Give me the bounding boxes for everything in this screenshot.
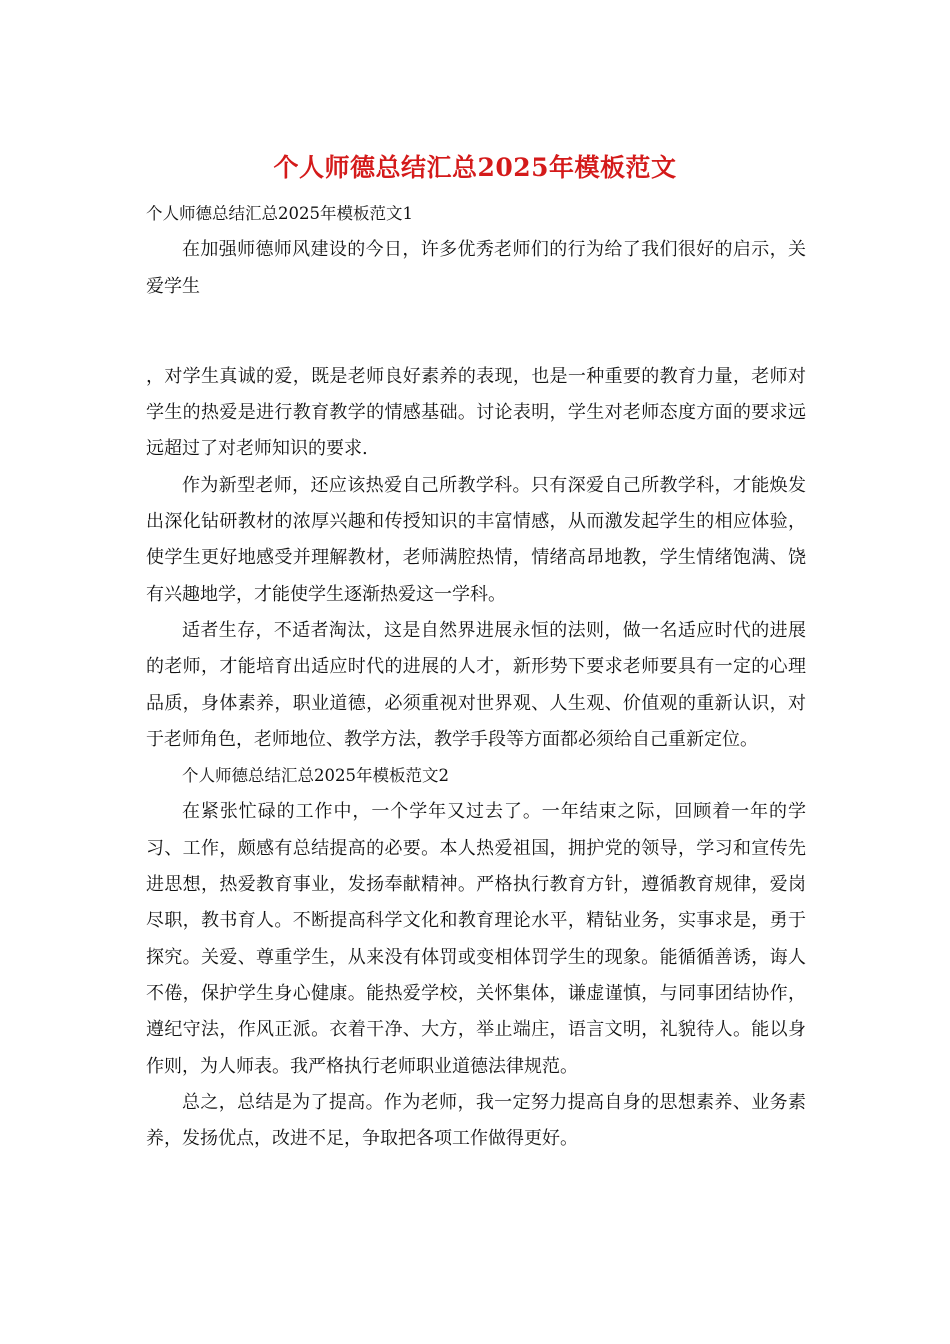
section-1-paragraph-2: ，对学生真诚的爱，既是老师良好素养的表现，也是一种重要的教育力量，老师对学生的热爱是进行教育教学的情感基础。讨论表明，学生对老师态度方面的要求远远超过了对老师知识的要求.	[146, 365, 806, 460]
document-title: 个人师德总结汇总2025年模板范文	[273, 153, 677, 182]
section-1-heading: 个人师德总结汇总2025年模板范文1	[146, 204, 413, 223]
section-2-paragraph-2: 总之，总结是为了提高。作为老师，我一定努力提高自身的思想素养、业务素养，发扬优点，改进不足，争取把各项工作做得更好。	[146, 1091, 806, 1150]
section-1-paragraph-4: 适者生存，不适者淘汰，这是自然界进展永恒的法则，做一名适应时代的进展的老师，才能培育出适应时代的进展的人才，新形势下要求老师要具有一定的心理品质，身体素养，职业道德，必须重视对世界观、人生观、价值观的重新认识，对于老师角色，老师地位、教学方法，教学手段等方面都必须给自己重新定位。	[146, 619, 806, 750]
section-1-paragraph-1: 在加强师德师风建设的今日，许多优秀老师们的行为给了我们很好的启示，关爱学生	[146, 239, 806, 297]
section-1-paragraph-3: 作为新型老师，还应该热爱自己所教学科。只有深爱自己所教学科，才能焕发出深化钻研教材的浓厚兴趣和传授知识的丰富情感，从而激发起学生的相应体验，使学生更好地感受并理解教材，老师满腔热情，情绪高昂地教，学生情绪饱满、饶有兴趣地学，才能使学生逐渐热爱这一学科。	[146, 474, 806, 605]
section-2-paragraph-1: 在紧张忙碌的工作中，一个学年又过去了。一年结束之际，回顾着一年的学习、工作，颇感有总结提高的必要。本人热爱祖国，拥护党的领导，学习和宣传先进思想，热爱教育事业，发扬奉献精神。严格执行教育方针，遵循教育规律，爱岗尽职，教书育人。不断提高科学文化和教育理论水平，精钻业务，实事求是，勇于探究。关爱、尊重学生，从来没有体罚或变相体罚学生的现象。能循循善诱，诲人不倦，保护学生身心健康。能热爱学校，关怀集体，谦虚谨慎，与同事团结协作，遵纪守法，作风正派。衣着干净、大方，举止端庄，语言文明，礼貌待人。能以身作则，为人师表。我严格执行老师职业道德法律规范。	[146, 801, 806, 1077]
section-2-heading: 个人师德总结汇总2025年模板范文2	[182, 766, 449, 786]
document-body	[146, 196, 806, 1157]
paragraph-gap	[146, 305, 806, 359]
